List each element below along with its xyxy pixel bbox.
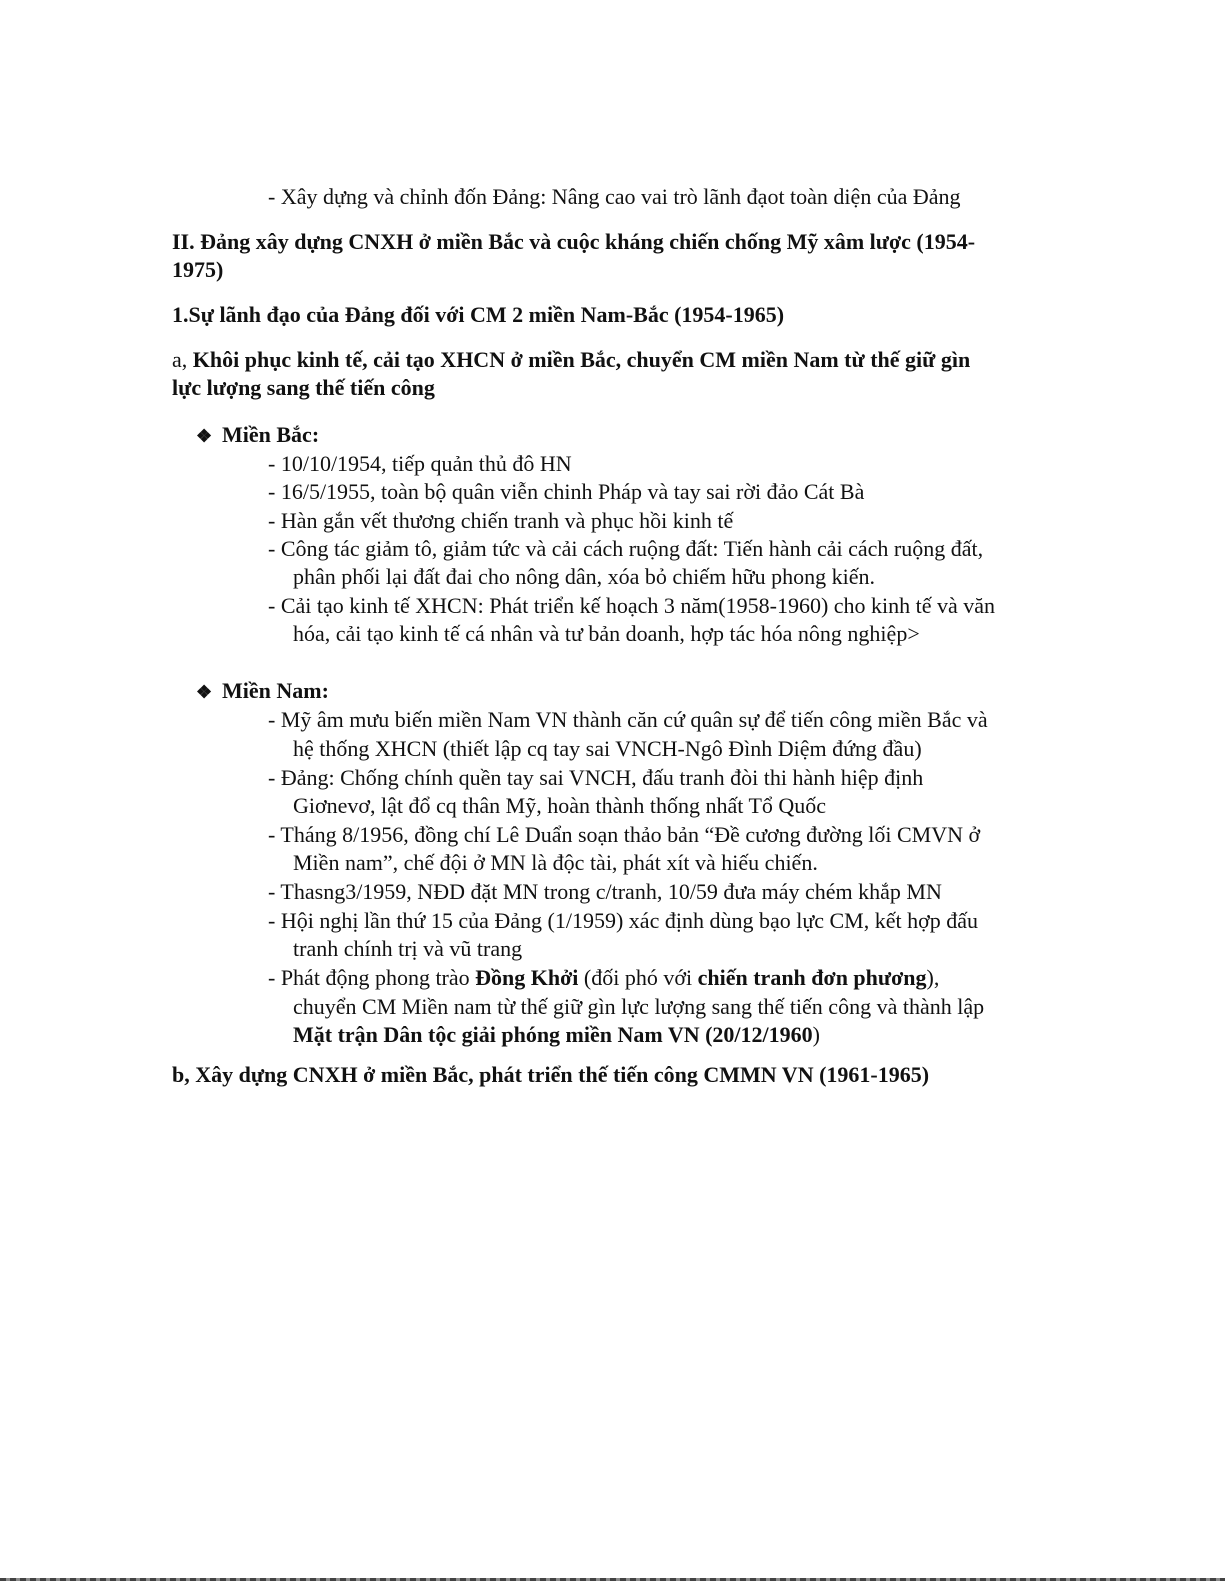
dong-khoi-text: ), — [926, 965, 940, 990]
mien-bac-line: - Công tác giảm tô, giảm tức và cải cách ruộng đất: Tiến hành cải cách ruộng đất, — [268, 536, 984, 561]
mien-nam-line: - Đảng: Chống chính quền tay sai VNCH, đấu tranh đòi thi hành hiệp định — [268, 765, 924, 790]
mien-nam-line-continuation: Giơnevơ, lật đổ cq thân Mỹ, hoàn thành thống nhất Tổ Quốc — [293, 793, 827, 818]
dong-khoi-line-2: chuyển CM Miền nam từ thế giữ gìn lực lượng sang thế tiến công và thành lập — [293, 994, 985, 1019]
mien-bac-line-continuation: phân phối lại đất đai cho nông dân, xóa bỏ chiếm hữu phong kiến. — [293, 564, 875, 589]
part-a-prefix: a, — [172, 347, 193, 372]
dong-khoi-line-3 — [293, 1021, 820, 1049]
section-heading-line-1: II. Đảng xây dựng CNXH ở miền Bắc và cuộc kháng chiến chống Mỹ xâm lược (1954- — [172, 229, 976, 254]
dong-khoi-line-1 — [268, 964, 939, 992]
diamond-bullet-icon: ❖ — [196, 426, 213, 446]
dong-khoi-text: - Phát động phong trào — [268, 965, 476, 990]
dong-khoi-text: (đối phó với — [578, 965, 698, 990]
mien-bac-line: - 16/5/1955, toàn bộ quân viễn chinh Pháp và tay sai rời đảo Cát Bà — [268, 479, 865, 504]
part-a-heading-line-2: lực lượng sang thế tiến công — [172, 375, 435, 400]
mien-nam-line: - Hội nghị lần thứ 15 của Đảng (1/1959) xác định dùng bạo lực CM, kết hợp đấu — [268, 908, 979, 933]
mien-nam-line-continuation: tranh chính trị và vũ trang — [293, 936, 523, 961]
part-a-title: Khôi phục kinh tế, cải tạo XHCN ở miền Bắc, chuyển CM miền Nam từ thế giữ gìn — [192, 347, 971, 372]
diamond-bullet-icon: ❖ — [196, 682, 213, 702]
mien-nam-line-continuation: hệ thống XHCN (thiết lập cq tay sai VNCH-Ngô Đình Diệm đứng đầu) — [293, 736, 922, 761]
section-heading-line-2: 1975) — [172, 257, 224, 282]
mien-nam-heading — [196, 677, 329, 706]
mien-nam-line: - Tháng 8/1956, đồng chí Lê Duẩn soạn thảo bản “Đề cương đường lối CMVN ở — [268, 822, 981, 847]
mien-nam-heading-text: Miền Nam: — [222, 678, 329, 703]
intro-line: - Xây dựng và chỉnh đốn Đảng: Nâng cao vai trò lãnh đạot toàn diện của Đảng — [268, 184, 961, 209]
front-name-tail: ) — [812, 1022, 820, 1047]
mien-bac-line: - 10/10/1954, tiếp quản thủ đô HN — [268, 451, 572, 476]
dong-khoi-bold: chiến tranh đơn phương — [697, 965, 927, 990]
page-bottom-edge — [0, 1578, 1225, 1581]
mien-bac-heading-text: Miền Bắc: — [222, 422, 320, 447]
subsection-heading: 1.Sự lãnh đạo của Đảng đối với CM 2 miền Nam-Bắc (1954-1965) — [172, 302, 785, 327]
mien-nam-line: - Mỹ âm mưu biến miền Nam VN thành căn cứ quân sự để tiến công miền Bắc và — [268, 707, 988, 732]
mien-nam-line: - Thasng3/1959, NĐD đặt MN trong c/tranh, 10/59 đưa máy chém khắp MN — [268, 879, 942, 904]
mien-bac-line: - Cải tạo kinh tế XHCN: Phát triển kế hoạch 3 năm(1958-1960) cho kinh tế và văn — [268, 593, 996, 618]
mien-nam-line-continuation: Miền nam”, chế đội ở MN là độc tài, phát xít và hiếu chiến. — [293, 850, 818, 875]
mien-bac-line-continuation: hóa, cải tạo kinh tế cá nhân và tư bản doanh, hợp tác hóa nông nghiệp> — [293, 621, 920, 646]
dong-khoi-bold: Đồng Khởi — [475, 965, 579, 990]
part-a-heading-line-1 — [172, 346, 970, 374]
front-name-bold: Mặt trận Dân tộc giải phóng miền Nam VN (20/12/1960 — [293, 1022, 813, 1047]
part-b-heading: b, Xây dựng CNXH ở miền Bắc, phát triển thế tiến công CMMN VN (1961-1965) — [172, 1062, 930, 1087]
mien-bac-line: - Hàn gắn vết thương chiến tranh và phục hồi kinh tế — [268, 508, 734, 533]
mien-bac-heading — [196, 421, 319, 450]
